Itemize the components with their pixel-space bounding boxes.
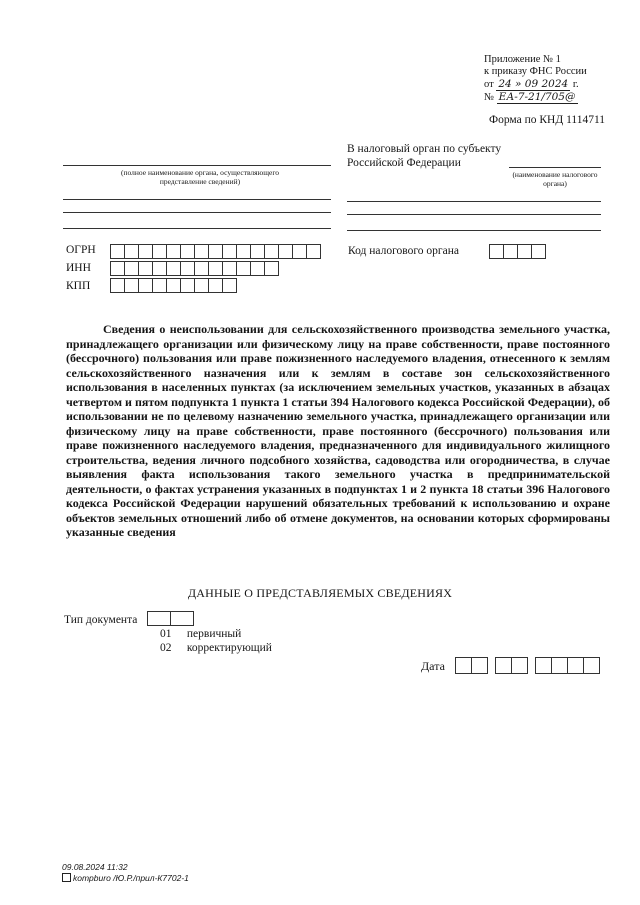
attachment-line1: Приложение № 1 [484,54,561,65]
doc-type-option-01: 01 первичный [160,628,242,640]
footer [62,862,189,884]
date-year-cells[interactable] [535,657,599,674]
footer-timestamp: 09.08.2024 11:32 [62,862,128,872]
form-code: Форма по КНД 1114711 [489,114,606,126]
tax-code-label: Код налогового органа [348,245,460,257]
ogrn-label: ОГРН [66,244,96,256]
handwritten-date: 24 » 09 2024 [498,78,569,90]
recipient-note: (наименование налогового органа) [512,170,598,188]
date-label: Дата [421,659,445,673]
date-day-cells[interactable] [455,657,487,674]
tax-line-2 [347,201,601,202]
tax-line-4 [347,230,601,231]
section-title: ДАННЫЕ О ПРЕДСТАВЛЯЕМЫХ СВЕДЕНИЯХ [187,586,453,600]
inn-label: ИНН [66,262,91,274]
handwritten-number: ЕА-7-21/705@ [498,91,576,103]
recipient-label: В налоговый орган по субъекту Российской Федерации [347,143,502,169]
tax-authority-line [509,167,601,168]
ogrn-cells[interactable] [110,244,320,259]
attachment-block [484,54,587,104]
attachment-date: от 24 » 09 2024 г. [484,78,579,90]
document-body: Сведения о неиспользовании для сельскохозяйственного производства земельного участка, принадлежащего организации или физическому лицу на праве собственности, праве постоянного (бессрочного) пользования или праве пожизненного наследуемого владения, отнесенного к землям сельскохозяйственного назначения или к землям в составе зон сельскохозяйственного использования в населенных пунктах (за исключением земельных участков, указанных в абзацах четвертом и пятом подпункта 1 пункта 1 статьи 394 Налогового кодекса Российской Федерации), об использовании не по целевому назначению земельного участка, принадлежащего организации или физическому лицу на праве собственности, праве постоянного (бессрочного) пользования или праве пожизненного наследуемого владения, предназначенного для индивидуального жилищного строительства, ведения личного подсобного хозяйства, садоводства или огородничества, в случае выявления факта использования такого земельного участка в предпринимательской деятельности, о фактах устранения указанных в подпунктах 1 и 2 пункта 18 статьи 396 Налогового кодекса Российской Федерации нарушений обязательных требований к использованию и охране объектов земельных отношений либо об отмене документов, на основании которых сформированы указанные сведения [66,322,610,539]
doc-type-cells[interactable] [147,611,193,626]
attachment-line2: к приказу ФНС России [484,66,587,77]
doc-type-option-02: 02 корректирующий [160,642,272,654]
document-icon [62,873,71,882]
inn-cells[interactable] [110,261,278,276]
doc-type-label: Тип документа [64,614,138,626]
org-line-3 [63,212,331,213]
tax-code-cells[interactable] [489,244,545,259]
org-name-line [63,165,331,166]
kpp-cells[interactable] [110,278,236,293]
date-month-cells[interactable] [495,657,527,674]
org-note: (полное наименование органа, осуществляющего представление сведений) [121,168,279,186]
org-line-4 [63,228,331,229]
footer-path: kompburo /Ю.Р./прил-К7702-1 [62,873,189,884]
tax-line-3 [347,214,601,215]
kpp-label: КПП [66,280,91,292]
org-line-2 [63,199,331,200]
attachment-number: № ЕА-7-21/705@ [484,91,576,103]
